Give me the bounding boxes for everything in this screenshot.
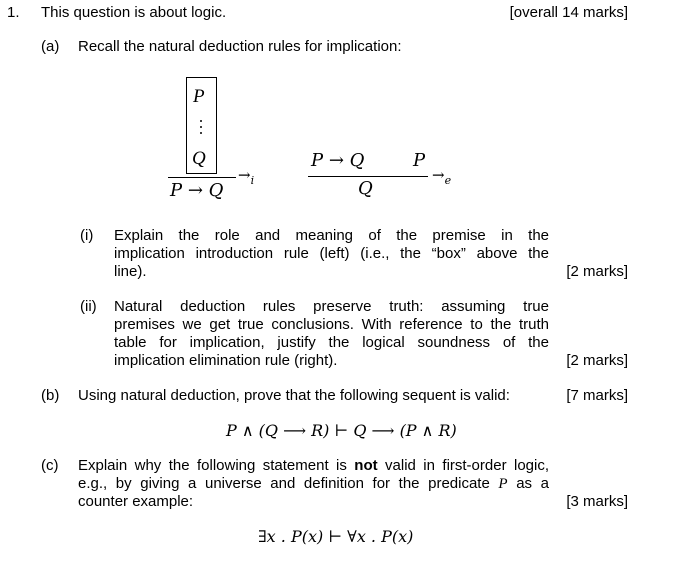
elim-rule-name: $\to_e$ (432, 166, 452, 187)
elim-premise-left: P → Q (311, 150, 365, 171)
sub-ii-label: (ii) (80, 298, 97, 315)
box-bottom-formula: Q (192, 148, 206, 169)
intro-rule-line (168, 177, 236, 178)
intro-rule-name: $\to_i$ (238, 166, 255, 187)
statement-formula: ∃x . P(x) ⊢ ∀x . P(x) (258, 527, 414, 546)
part-a-label: (a) (41, 38, 60, 55)
sub-i-marks: [2 marks] (566, 263, 628, 280)
sub-ii-line-4: implication elimination rule (right). (114, 352, 338, 369)
part-c-line-3: counter example: (78, 493, 194, 510)
part-a-text: Recall the natural deduction rules for implication: (78, 38, 402, 55)
part-c-marks: [3 marks] (566, 493, 628, 510)
question-intro: This question is about logic. (41, 4, 227, 21)
sub-ii-text (114, 298, 549, 370)
question-number: 1. (7, 4, 20, 21)
sequent-formula: P ∧ (Q ⟶ R) ⊢ Q ⟶ (P ∧ R) (226, 421, 457, 440)
emphasis-not: not (354, 457, 378, 474)
box-top-formula: P (193, 86, 205, 107)
sub-i-text (114, 227, 549, 281)
intro-rule-subscript: i (250, 174, 255, 187)
elim-rule-subscript: e (444, 174, 452, 187)
part-b-label: (b) (41, 387, 60, 404)
sub-i-label: (i) (80, 227, 94, 244)
overall-marks: [overall 14 marks] (509, 4, 628, 21)
sub-ii-line-3: table for implication, justify the logical soundness of the (114, 334, 549, 351)
sub-i-line-2: implication introduction rule (left) (i.e., the “box” above the (114, 245, 549, 262)
part-c-label: (c) (41, 457, 59, 474)
part-b-text: Using natural deduction, prove that the following sequent is valid: (78, 387, 510, 404)
elim-rule-conclusion: Q (358, 178, 373, 199)
sub-ii-line-1: Natural deduction rules preserve truth: assuming true (114, 298, 549, 315)
sub-i-line-1: Explain the role and meaning of the premise in the (114, 227, 549, 244)
part-c-text (78, 457, 549, 511)
part-c-line-2: e.g., by giving a universe and definition for the predicate P as a (78, 475, 549, 492)
elim-premise-right: P (413, 150, 426, 171)
predicate-var: P (498, 476, 508, 492)
part-c-line-1: Explain why the following statement is not valid in first-order logic, (78, 457, 550, 474)
intro-rule-conclusion: P → Q (170, 180, 224, 201)
sub-ii-marks: [2 marks] (566, 352, 628, 369)
elim-rule-line (308, 176, 428, 177)
vdots-icon (198, 120, 204, 138)
sub-ii-line-2: premises we get true conclusions. With reference to the truth (114, 316, 549, 333)
part-b-marks: [7 marks] (566, 387, 628, 404)
sub-i-line-3: line). (114, 263, 147, 280)
